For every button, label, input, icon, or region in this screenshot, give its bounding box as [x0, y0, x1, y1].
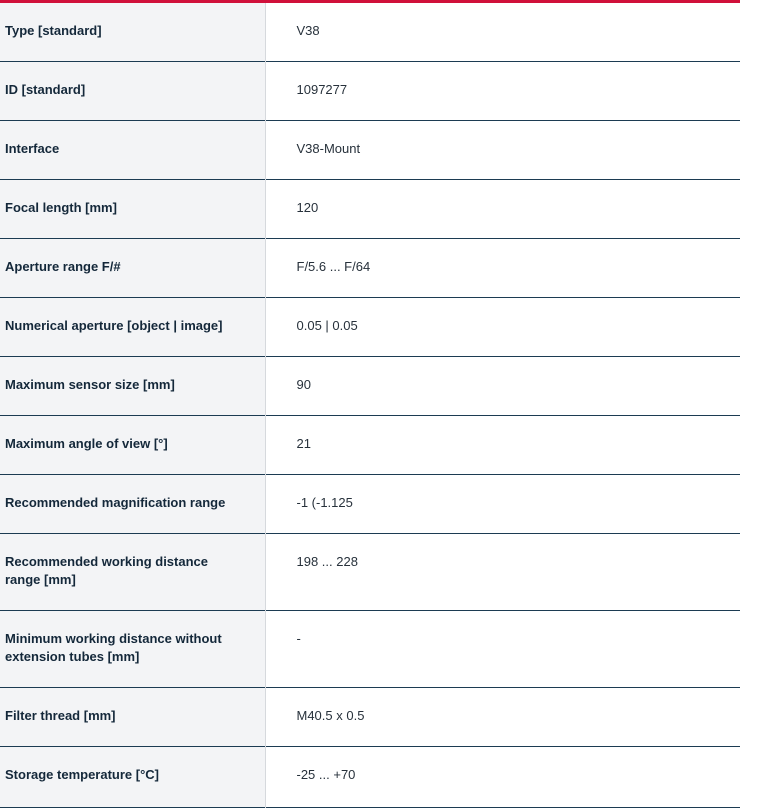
- spec-row-focal-length: [0, 180, 740, 239]
- spec-label: Maximum angle of view [°]: [0, 416, 265, 475]
- spec-label: Numerical aperture [object | image]: [0, 298, 265, 357]
- spec-label: Focal length [mm]: [0, 180, 265, 239]
- spec-value: F/5.6 ... F/64: [265, 239, 740, 298]
- spec-row-id: [0, 62, 740, 121]
- spec-row-storage-temperature: [0, 747, 740, 808]
- spec-value: 0.05 | 0.05: [265, 298, 740, 357]
- spec-value: 90: [265, 357, 740, 416]
- spec-label: Minimum working distance without extension tubes [mm]: [0, 611, 265, 688]
- spec-value: -25 ... +70: [265, 747, 740, 808]
- spec-row-filter-thread: [0, 688, 740, 747]
- spec-row-working-distance-range: [0, 534, 740, 611]
- spec-row-type: [0, 3, 740, 62]
- spec-row-magnification-range: [0, 475, 740, 534]
- spec-value: -: [265, 611, 740, 688]
- spec-label: ID [standard]: [0, 62, 265, 121]
- spec-label: Recommended working distance range [mm]: [0, 534, 265, 611]
- spec-value: V38: [265, 3, 740, 62]
- spec-value: 120: [265, 180, 740, 239]
- spec-value: M40.5 x 0.5: [265, 688, 740, 747]
- spec-row-aperture-range: [0, 239, 740, 298]
- spec-label: Filter thread [mm]: [0, 688, 265, 747]
- spec-row-numerical-aperture: [0, 298, 740, 357]
- spec-label: Storage temperature [°C]: [0, 747, 265, 808]
- spec-value: 198 ... 228: [265, 534, 740, 611]
- specification-table: [0, 3, 740, 808]
- spec-value: 1097277: [265, 62, 740, 121]
- spec-value: V38-Mount: [265, 121, 740, 180]
- spec-label: Aperture range F/#: [0, 239, 265, 298]
- spec-row-interface: [0, 121, 740, 180]
- spec-value: -1 (-1.125: [265, 475, 740, 534]
- spec-row-max-angle-of-view: [0, 416, 740, 475]
- spec-label: Maximum sensor size [mm]: [0, 357, 265, 416]
- spec-label: Interface: [0, 121, 265, 180]
- spec-value: 21: [265, 416, 740, 475]
- spec-label: Recommended magnification range: [0, 475, 265, 534]
- spec-row-max-sensor-size: [0, 357, 740, 416]
- spec-label: Type [standard]: [0, 3, 265, 62]
- spec-row-min-working-distance: [0, 611, 740, 688]
